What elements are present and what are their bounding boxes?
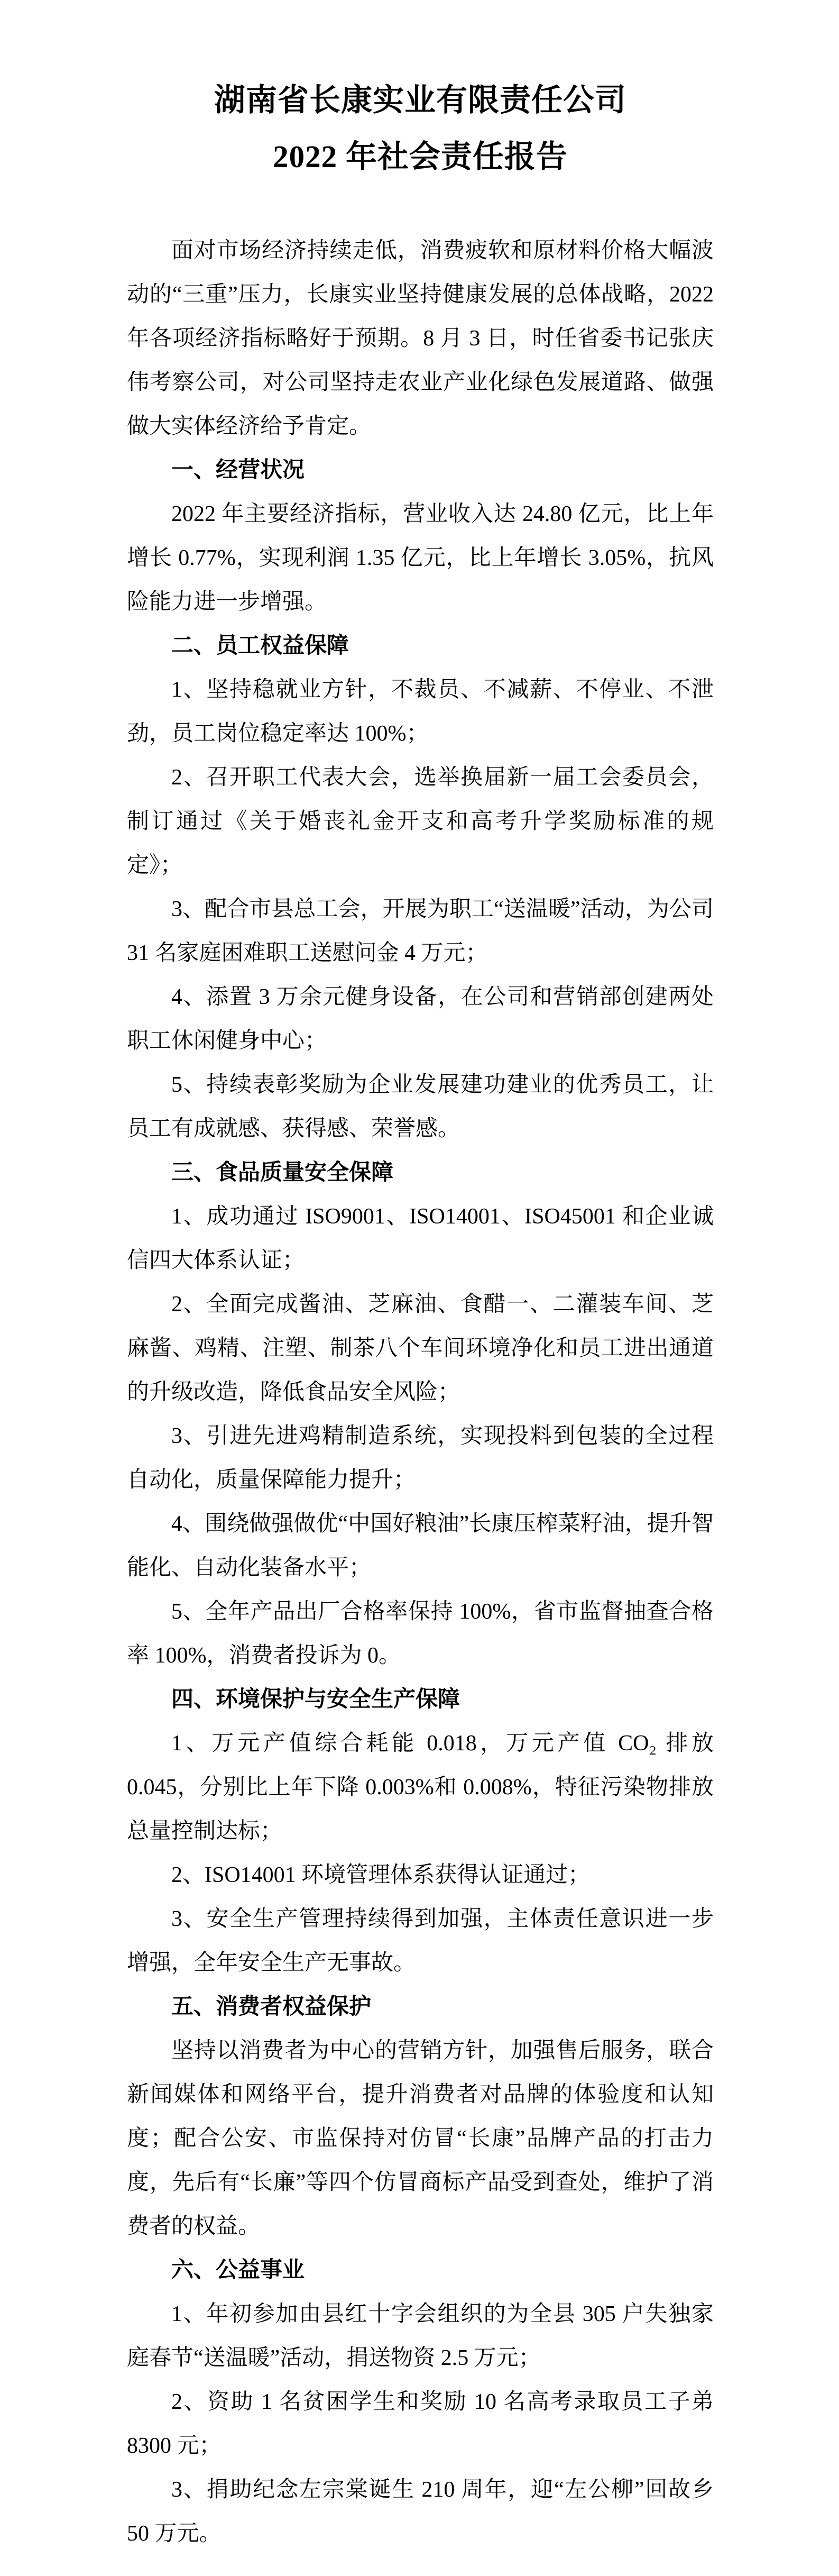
section-3-paragraph-3: 3、引进先进鸡精制造系统，实现投料到包装的全过程自动化，质量保障能力提升；: [127, 1424, 714, 1492]
section-6-heading: 六、公益事业: [171, 2258, 305, 2282]
section-4-paragraph-1: 1、万元产值综合耗能 0.018，万元产值 CO₂ 排放 0.045，分别比上年下降 0.003%和 0.008%，特征污染物排放总量控制达标；: [127, 1731, 714, 1843]
report-body: [127, 229, 714, 2556]
section-1-paragraph-1: 2022 年主要经济指标，营业收入达 24.80 亿元，比上年增长 0.77%，实现利润 1.35 亿元，比上年增长 3.05%，抗风险能力进一步增强。: [127, 502, 714, 614]
section-4-paragraph-2: 2、ISO14001 环境管理体系获得认证通过；: [171, 1863, 591, 1887]
report-title: [127, 72, 714, 185]
section-2-paragraph-5: 5、持续表彰奖励为企业发展建功建业的优秀员工，让员工有成就感、获得感、荣誉感。: [127, 1073, 714, 1141]
section-6-paragraph-3: 3、捐助纪念左宗棠诞生 210 周年，迎“左公柳”回故乡 50 万元。: [127, 2478, 714, 2546]
section-2-paragraph-1: 1、坚持稳就业方针，不裁员、不减薪、不停业、不泄劲，员工岗位稳定率达 100%；: [127, 678, 714, 746]
section-4-heading: 四、环境保护与安全生产保障: [171, 1687, 460, 1712]
section-3-paragraph-5: 5、全年产品出厂合格率保持 100%，省市监督抽查合格率 100%，消费者投诉为 0。: [127, 1600, 714, 1668]
section-2-paragraph-2: 2、召开职工代表大会，选举换届新一届工会委员会，制订通过《关于婚丧礼金开支和高考升学奖励标准的规定》；: [127, 765, 714, 878]
section-6-paragraph-1: 1、年初参加由县红十字会组织的为全县 305 户失独家庭春节“送温暖”活动，捐送物资 2.5 万元；: [127, 2302, 714, 2370]
section-1-heading: 一、经营状况: [171, 458, 305, 482]
section-3-paragraph-4: 4、围绕做强做优“中国好粮油”长康压榨菜籽油，提升智能化、自动化装备水平；: [127, 1512, 714, 1580]
section-5-paragraph-1: 坚持以消费者为中心的营销方针，加强售后服务，联合新闻媒体和网络平台，提升消费者对品牌的体验度和认知度；配合公安、市监保持对仿冒“长康”品牌产品的打击力度，先后有“长廉”等四个仿冒商标产品受到查处，维护了消费者的权益。: [127, 2039, 714, 2239]
section-3-paragraph-1: 1、成功通过 ISO9001、ISO14001、ISO45001 和企业诚信四大体系认证；: [127, 1204, 714, 1273]
section-3-paragraph-2: 2、全面完成酱油、芝麻油、食醋一、二灌装车间、芝麻酱、鸡精、注塑、制茶八个车间环境净化和员工进出通道的升级改造，降低食品安全风险；: [127, 1292, 714, 1404]
report-title-line-1: 湖南省长康实业有限责任公司: [214, 83, 626, 117]
section-5-heading: 五、消费者权益保护: [171, 1995, 372, 2019]
section-2-paragraph-3: 3、配合市县总工会，开展为职工“送温暖”活动，为公司 31 名家庭困难职工送慰问金 4 万元；: [127, 897, 714, 965]
section-6-paragraph-2: 2、资助 1 名贫困学生和奖励 10 名高考录取员工子弟 8300 元；: [127, 2390, 714, 2458]
section-2-heading: 二、员工权益保障: [171, 634, 349, 658]
section-2-paragraph-4: 4、添置 3 万余元健身设备，在公司和营销部创建两处职工休闲健身中心；: [127, 985, 714, 1053]
section-4-paragraph-3: 3、安全生产管理持续得到加强，主体责任意识进一步增强，全年安全生产无事故。: [127, 1907, 714, 1975]
report-title-line-2: 2022 年社会责任报告: [273, 139, 568, 174]
section-3-heading: 三、食品质量安全保障: [171, 1161, 394, 1185]
intro-paragraph: 面对市场经济持续走低，消费疲软和原材料价格大幅波动的“三重”压力，长康实业坚持健康发展的总体战略，2022 年各项经济指标略好于预期。8 月 3 日，时任省委书记张庆伟考察公司，对公司坚持走农业产业化绿色发展道路、做强做大实体经济给予肯定。: [127, 239, 714, 439]
